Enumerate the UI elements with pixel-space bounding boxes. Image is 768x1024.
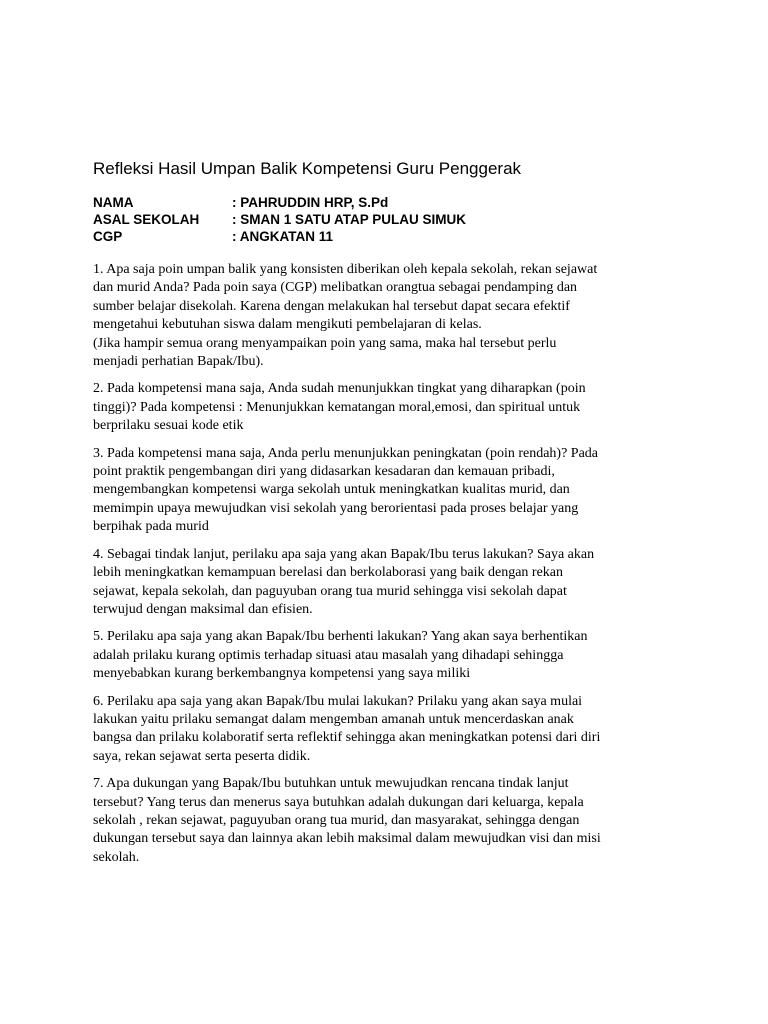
text-line: menyebabkan kurang berkembangnya kompetensi yang saya miliki bbox=[93, 666, 471, 682]
identity-row-cgp bbox=[93, 228, 466, 245]
document-title: Refleksi Hasil Umpan Balik Kompetensi Guru Penggerak bbox=[93, 159, 522, 178]
identity-label: ASAL SEKOLAH bbox=[93, 212, 200, 227]
text-line: dan murid Anda? Pada poin saya (CGP) melibatkan orangtua sebagai pendamping dan bbox=[93, 280, 578, 296]
reflection-list bbox=[93, 261, 693, 876]
text-line: mengembangkan kompetensi warga sekolah untuk meningkatkan kualitas murid, dan bbox=[93, 482, 570, 498]
identity-value: : SMAN 1 SATU ATAP PULAU SIMUK bbox=[232, 212, 467, 227]
reflection-item-5 bbox=[93, 628, 693, 683]
text-line: sejawat, kepala sekolah, dan paguyuban orang tua murid sehingga visi sekolah dapat bbox=[93, 583, 567, 599]
text-line: tersebut? Yang terus dan menerus saya butuhkan adalah dukungan dari keluarga, kepala bbox=[93, 794, 584, 810]
identity-label: NAMA bbox=[93, 195, 134, 210]
text-line: berpihak pada murid bbox=[93, 519, 209, 535]
text-line: sekolah. bbox=[93, 849, 140, 865]
reflection-item-7 bbox=[93, 775, 693, 867]
text-line: 5. Perilaku apa saja yang akan Bapak/Ibu berhenti lakukan? Yang akan saya berhentikan bbox=[93, 629, 588, 645]
text-line: memimpin upaya mewujudkan visi sekolah yang berorientasi pada proses belajar yang bbox=[93, 500, 579, 516]
text-line: berprilaku sesuai kode etik bbox=[93, 418, 244, 434]
reflection-item-6 bbox=[93, 693, 693, 767]
reflection-item-1 bbox=[93, 261, 693, 371]
identity-row-nama bbox=[93, 194, 466, 211]
identity-row-asal-sekolah bbox=[93, 211, 466, 228]
text-line: 3. Pada kompetensi mana saja, Anda perlu menunjukkan peningkatan (poin rendah)? Pada bbox=[93, 445, 599, 461]
text-line: 2. Pada kompetensi mana saja, Anda sudah menunjukkan tingkat yang diharapkan (poin bbox=[93, 381, 586, 397]
text-line: 6. Perilaku apa saja yang akan Bapak/Ibu mulai lakukan? Prilaku yang akan saya mulai bbox=[93, 693, 583, 709]
text-line: mengetahui kebutuhan siswa dalam mengikuti pembelajaran di kelas. bbox=[93, 317, 482, 333]
reflection-item-3 bbox=[93, 445, 693, 537]
text-line: sumber belajar disekolah. Karena dengan melakukan hal tersebut dapat secara efektif bbox=[93, 298, 570, 314]
text-line: 1. Apa saja poin umpan balik yang konsisten diberikan oleh kepala sekolah, rekan sejawat bbox=[93, 262, 598, 277]
identity-value: : ANGKATAN 11 bbox=[232, 229, 334, 244]
text-line: lakukan yaitu prilaku semangat dalam mengemban amanah untuk mencerdaskan anak bbox=[93, 711, 574, 727]
reflection-item-2 bbox=[93, 380, 693, 435]
text-line: 7. Apa dukungan yang Bapak/Ibu butuhkan untuk mewujudkan rencana tindak lanjut bbox=[93, 776, 569, 792]
text-line: (Jika hampir semua orang menyampaikan poin yang sama, maka hal tersebut perlu bbox=[93, 335, 557, 351]
text-line: lebih meningkatkan kemampuan berelasi dan berkolaborasi yang baik dengan rekan bbox=[93, 565, 563, 581]
text-line: bangsa dan prilaku kolaboratif serta reflektif sehingga akan meningkatkan potensi dari diri bbox=[93, 730, 601, 746]
text-line: saya, rekan sejawat serta peserta didik. bbox=[93, 748, 311, 764]
text-line: terwujud dengan maksimal dan efisien. bbox=[93, 601, 313, 617]
text-line: dukungan tersebut saya dan lainnya akan lebih maksimal dalam mewujudkan visi dan misi bbox=[93, 831, 601, 847]
text-line: tinggi)? Pada kompetensi : Menunjukkan kematangan moral,emosi, dan spiritual untuk bbox=[93, 399, 581, 415]
reflection-item-4 bbox=[93, 546, 693, 620]
identity-value: : PAHRUDDIN HRP, S.Pd bbox=[232, 195, 389, 210]
text-line: point praktik pengembangan diri yang didasarkan kesadaran dan kemauan pribadi, bbox=[93, 464, 555, 480]
identity-label: CGP bbox=[93, 229, 123, 244]
identity-block bbox=[93, 194, 466, 245]
text-line: 4. Sebagai tindak lanjut, perilaku apa saja yang akan Bapak/Ibu terus lakukan? Saya akan bbox=[93, 546, 595, 562]
text-line: sekolah , rekan sejawat, paguyuban orang tua murid, dan masyarakat, sehingga dengan bbox=[93, 812, 580, 828]
text-line: adalah prilaku kurang optimis terhadap situasi atau masalah yang dihadapi sehingga bbox=[93, 647, 564, 663]
text-line: menjadi perhatian Bapak/Ibu). bbox=[93, 354, 264, 370]
